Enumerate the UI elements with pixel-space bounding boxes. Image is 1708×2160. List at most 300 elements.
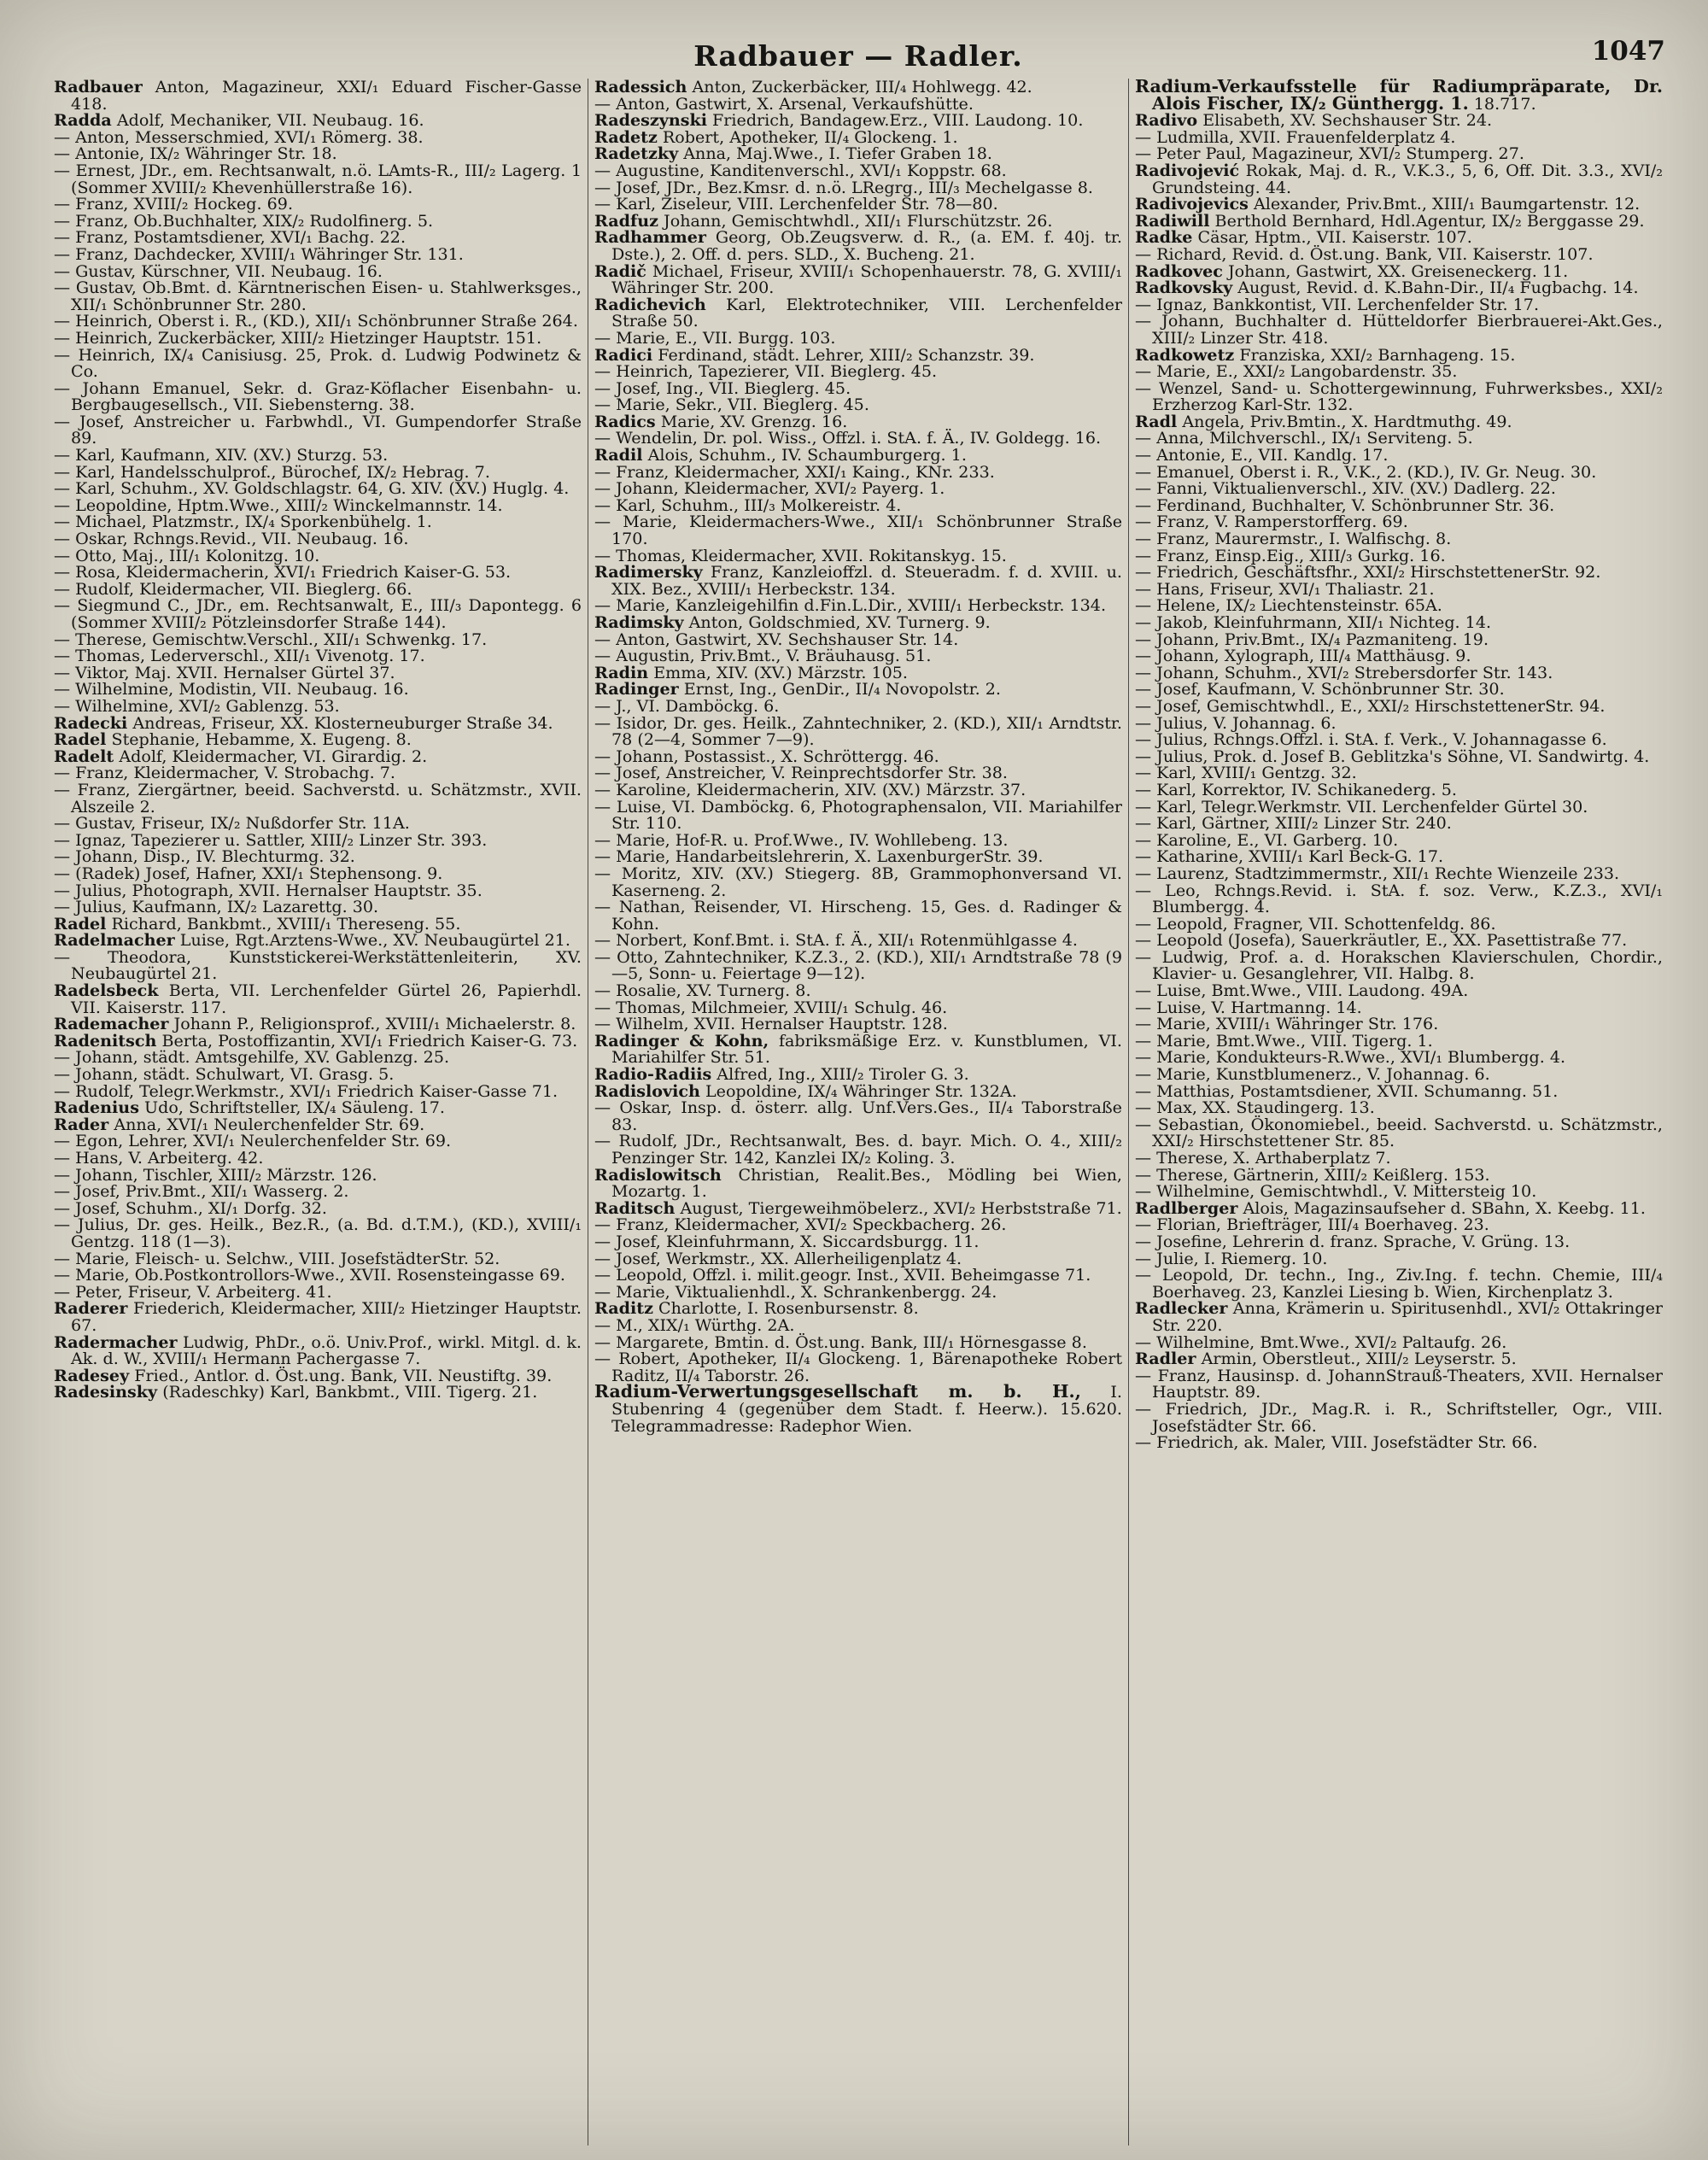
entry-details: — Josef, JDr., Bez.Kmsr. d. n.ö. LRegrg., III/₃ Mechelgasse 8. — [594, 177, 1093, 197]
entry-details: — Josef, Kleinfuhrmann, X. Siccardsburgg. 11. — [594, 1231, 980, 1251]
entry-surname: Radivo — [1135, 110, 1198, 131]
entry-details: — Marie, Sekr., VII. Bieglerg. 45. — [594, 395, 869, 415]
entry-surname: Radin — [594, 662, 649, 682]
entry-details: — Moritz, XIV. (XV.) Stiegerg. 8B, Grammophonversand VI. Kaserneng. 2. — [594, 863, 1122, 900]
entry-details: — Anton, Gastwirt, X. Arsenal, Verkaufshütte. — [594, 93, 974, 114]
directory-entry — [54, 413, 582, 447]
entry-surname: Radenitsch — [54, 1030, 157, 1051]
entry-details: — Josef, Gemischtwhdl., E., XXI/₂ HirschstettenerStr. 94. — [1135, 695, 1606, 716]
entry-details: — Marie, Handarbeitslehrerin, X. LaxenburgerStr. 39. — [594, 846, 1044, 867]
entry-details: — Franz, XVIII/₂ Hockeg. 69. — [54, 194, 294, 214]
directory-entry — [594, 796, 1122, 834]
entry-details: — Franz, Einsp.Eig., XIII/₃ Gurkg. 16. — [1135, 545, 1446, 565]
directory-entry — [1135, 946, 1663, 984]
directory-entry — [594, 1381, 1122, 1436]
entry-details: Ferdinand, städt. Lehrer, XIII/₂ Schanzstr. 39. — [652, 344, 1035, 365]
entry-details: — Viktor, Maj. XVII. Hernalser Gürtel 37. — [54, 662, 395, 682]
entry-details: — Friedrich, ak. Maler, VIII. Josefstädter Str. 66. — [1135, 1432, 1538, 1453]
entry-surname: Radel — [54, 913, 107, 934]
entry-surname: Radhammer — [594, 227, 706, 248]
entry-surname: Radium-Verkaufsstelle für Radiumpräparate, Dr. Alois Fischer, IX/₂ Günthergg. 1. — [1135, 79, 1663, 114]
entry-details: — Franz, Hausinsp. d. JohannStrauß-Theaters, XVII. Hernalser Hauptstr. 89. — [1135, 1365, 1663, 1402]
entry-details: — Antonie, IX/₂ Währinger Str. 18. — [54, 143, 337, 164]
entry-details: — Franz, V. Ramperstorfferg. 69. — [1135, 512, 1408, 532]
entry-details: fabriksmäßige Erz. v. Kunstblumen, VI. Mariahilfer Str. 51. — [611, 1030, 1122, 1068]
entry-details: — Karl, Kaufmann, XIV. (XV.) Sturzg. 53. — [54, 445, 389, 465]
directory-entry — [594, 513, 1122, 547]
entry-surname: Radermacher — [54, 1332, 178, 1352]
directory-entry — [1135, 1267, 1663, 1300]
entry-details: Angela, Priv.Bmtin., X. Hardtmuthg. 49. — [1177, 411, 1512, 431]
entry-details: — Johann, städt. Amtsgehilfe, XV. Gablenzg. 25. — [54, 1047, 450, 1068]
entry-details: — Franz, Postamtsdiener, XVI/₁ Bachg. 22. — [54, 227, 407, 248]
entry-details: Armin, Oberstleut., XIII/₂ Leyserstr. 5. — [1196, 1349, 1517, 1369]
directory-entry — [1135, 1367, 1663, 1401]
entry-details: — Heinrich, Oberst i. R., (KD.), XII/₁ Schönbrunner Straße 264. — [54, 311, 578, 331]
entry-surname: Radichevich — [594, 294, 706, 314]
entry-surname: Radivojević — [1135, 160, 1240, 180]
entry-details: Friederich, Kleidermacher, XIII/₂ Hietzinger Hauptstr. 67. — [71, 1298, 582, 1335]
entry-details: — Karl, Schuhm., III/₃ Molkereistr. 4. — [594, 495, 902, 515]
entry-surname: Radivojevics — [1135, 194, 1249, 214]
directory-entry — [594, 1164, 1122, 1202]
entry-details: Charlotte, I. Rosenbursenstr. 8. — [652, 1298, 919, 1319]
directory-entry — [54, 279, 582, 313]
entry-details: — Jakob, Kleinfuhrmann, XII/₁ Nichteg. 14. — [1135, 612, 1492, 632]
entry-details: — Thomas, Lederverschl., XII/₁ Vivenotg. 17. — [54, 646, 425, 666]
entry-details: — Karl, Schuhm., XV. Goldschlagstr. 64, G. XIV. (XV.) Huglg. 4. — [54, 478, 570, 499]
entry-surname: Radil — [594, 445, 643, 465]
entry-details: — Ludmilla, XVII. Frauenfelderplatz 4. — [1135, 126, 1456, 147]
entry-surname: Radici — [594, 344, 653, 365]
directory-entry — [1135, 79, 1663, 112]
entry-details: — Anton, Messerschmied, XVI/₁ Römerg. 38. — [54, 126, 424, 147]
entry-details: Adolf, Kleidermacher, VI. Girardig. 2. — [114, 746, 428, 766]
entry-details: — Augustine, Kanditenverschl., XVI/₁ Koppstr. 68. — [594, 160, 1007, 180]
entry-details: — Franz, Kleidermacher, XVI/₂ Speckbacherg. 26. — [594, 1215, 1007, 1235]
entry-details: — Leopold, Fragner, VII. Schottenfeldg. 86. — [1135, 913, 1496, 934]
entry-details: — Rudolf, JDr., Rechtsanwalt, Bes. d. bayr. Mich. O. 4., XIII/₂ Penzinger Str. 142, Kanzlei IX/₂ Koling. 3. — [594, 1131, 1122, 1168]
entry-details: — Franz, Dachdecker, XVIII/₁ Währinger Str. 131. — [54, 243, 464, 264]
entry-surname: Radessich — [594, 79, 687, 97]
entry-details: — Fanni, Viktualienverschl., XIV. (XV.) Dadlerg. 22. — [1135, 478, 1556, 499]
entry-details: Friedrich, Bandagew.Erz., VIII. Laudong. 10. — [706, 110, 1084, 131]
entry-details: Cäsar, Hptm., VII. Kaiserstr. 107. — [1192, 227, 1472, 248]
entry-details: — Michael, Platzmstr., IX/₄ Sporkenbühelg. 1. — [54, 512, 432, 532]
entry-details: — Karl, Telegr.Werkmstr. VII. Lerchenfelder Gürtel 30. — [1135, 796, 1588, 817]
directory-entry — [1135, 882, 1663, 916]
entry-details: Franziska, XXI/₂ Barnhageng. 15. — [1234, 344, 1516, 365]
entry-details: — Josef, Anstreicher u. Farbwhdl., VI. Gumpendorfer Straße 89. — [54, 411, 582, 448]
entry-details: — Wilhelmine, Modistin, VII. Neubaug. 16. — [54, 679, 409, 700]
entry-details: — Gustav, Ob.Bmt. d. Kärntnerischen Eisen- u. Stahlwerksges., XII/₁ Schönbrunner Str. 280. — [54, 278, 582, 314]
entry-surname: Radlberger — [1135, 1197, 1238, 1218]
directory-entry — [1135, 1434, 1663, 1451]
entry-details: — Rudolf, Telegr.Werkmstr., XVI/₁ Friedrich Kaiser-Gasse 71. — [54, 1080, 559, 1101]
directory-columns — [48, 79, 1669, 2145]
directory-entry — [54, 1384, 582, 1401]
entry-details: — Friedrich, Geschäftsfhr., XXI/₂ HirschstettenerStr. 92. — [1135, 562, 1601, 582]
entry-details: — Gustav, Friseur, IX/₂ Nußdorfer Str. 11A. — [54, 813, 410, 834]
directory-entry — [54, 1216, 582, 1250]
entry-surname: Radenius — [54, 1098, 139, 1118]
entry-details: — Gustav, Kürschner, VII. Neubaug. 16. — [54, 260, 383, 281]
entry-details: — Wenzel, Sand- u. Schottergewinnung, Fuhrwerksbes., XXI/₂ Erzherzog Karl-Str. 132. — [1135, 378, 1663, 415]
entry-details: — Franz, Kleidermacher, XXI/₁ Kaing., KNr. 233. — [594, 461, 995, 482]
entry-surname: Radbauer — [54, 79, 143, 97]
entry-surname: Radislovich — [594, 1080, 700, 1101]
entry-details: — Rosa, Kleidermacherin, XVI/₁ Friedrich Kaiser-G. 53. — [54, 562, 512, 582]
entry-surname: Radkovec — [1135, 260, 1223, 281]
entry-details: — Karl, Korrektor, IV. Schikanederg. 5. — [1135, 779, 1457, 799]
entry-details: Alexander, Priv.Bmt., XIII/₁ Baumgartenstr. 12. — [1248, 194, 1641, 214]
entry-surname: Radium-Verwertungsgesellschaft m. b. H., — [594, 1381, 1081, 1402]
entry-surname: Radfuz — [594, 210, 658, 231]
entry-details: 18.717. — [1468, 93, 1536, 114]
entry-details: — Franz, Ziergärtner, beeid. Sachverstd. u. Schätzmstr., XVII. Alszeile 2. — [54, 779, 582, 817]
entry-surname: Radetzky — [594, 143, 679, 164]
directory-entry — [594, 712, 1122, 750]
entry-details: — Rosalie, XV. Turnerg. 8. — [594, 980, 811, 1001]
directory-entry — [594, 229, 1122, 262]
entry-surname: Radiwill — [1135, 210, 1210, 231]
entry-details: — M., XIX/₁ Würthg. 2A. — [594, 1314, 795, 1335]
entry-details: Anton, Magazineur, XXI/₁ Eduard Fischer-Gasse 418. — [71, 79, 582, 114]
entry-details: — Robert, Apotheker, II/₄ Glockeng. 1, Bärenapotheke Robert Raditz, II/₄ Taborstr. 26. — [594, 1349, 1122, 1385]
entry-details: — Leopoldine, Hptm.Wwe., XIII/₂ Winckelmannstr. 14. — [54, 495, 503, 515]
entry-details: Anton, Zuckerbäcker, III/₄ Hohlwegg. 42. — [687, 79, 1032, 97]
running-head: Radbauer — Radler. — [693, 39, 1023, 73]
entry-details: — Luise, VI. Damböckg. 6, Photographensalon, VII. Mariahilfer Str. 110. — [594, 796, 1122, 834]
entry-details: — Johann, Schuhm., XVI/₂ Strebersdorfer Str. 143. — [1135, 662, 1553, 682]
directory-entry — [54, 380, 582, 413]
entry-details: — Wilhelm, XVII. Hernalser Hauptstr. 128. — [594, 1014, 948, 1034]
entry-details: — Johann, Tischler, XIII/₂ Märzstr. 126. — [54, 1164, 377, 1185]
entry-details: — Luise, V. Hartmanng. 14. — [1135, 997, 1362, 1017]
entry-details: — Peter Paul, Magazineur, XVI/₂ Stumperg. 27. — [1135, 143, 1524, 164]
entry-surname: Radinger & Kohn, — [594, 1030, 769, 1051]
entry-details: Andreas, Friseur, XX. Klosterneuburger Straße 34. — [127, 712, 553, 733]
directory-entry — [1135, 380, 1663, 413]
directory-entry — [594, 1099, 1122, 1133]
entry-details: Anna, Krämerin u. Spiritusenhdl., XVI/₂ Ottakringer Str. 220. — [1152, 1298, 1663, 1335]
entry-details: August, Tiergeweihmöbelerz., XVI/₂ Herbststraße 71. — [675, 1197, 1122, 1218]
entry-details: — Karl, Handelsschulprof., Bürochef, IX/₂ Hebrag. 7. — [54, 461, 490, 482]
entry-details: — Sebastian, Ökonomiebel., beeid. Sachverstd. u. Schätzmstr., XXI/₂ Hirschstettener Str. 85. — [1135, 1114, 1663, 1151]
entry-details: — Marie, Kondukteurs-R.Wwe., XVI/₁ Blumbergg. 4. — [1135, 1047, 1566, 1068]
directory-entry — [54, 344, 582, 382]
entry-details: Johann P., Religionsprof., XVIII/₁ Michaelerstr. 8. — [168, 1014, 576, 1034]
entry-details: — Johann, Buchhalter d. Hütteldorfer Bierbrauerei-Akt.Ges., XIII/₂ Linzer Str. 418. — [1135, 311, 1663, 348]
entry-details: — Karl, Gärtner, XIII/₂ Linzer Str. 240. — [1135, 813, 1452, 834]
entry-details: Luise, Rgt.Arztens-Wwe., XV. Neubaugürtel 21. — [174, 930, 570, 951]
entry-details: — Josef, Kaufmann, V. Schönbrunner Str. 30. — [1135, 679, 1505, 700]
entry-surname: Raditz — [594, 1298, 653, 1319]
entry-details: — Heinrich, Zuckerbäcker, XIII/₂ Hietzinger Hauptstr. 151. — [54, 327, 542, 348]
entry-details: — Otto, Zahntechniker, K.Z.3., 2. (KD.), XII/₁ Arndtstraße 78 (9—5, Sonn- u. Feiertage 9—12). — [594, 946, 1122, 984]
entry-details: — Julius, Dr. ges. Heilk., Bez.R., (a. Bd. d.T.M.), (KD.), XVIII/₁ Gentzg. 118 (1—3). — [54, 1215, 582, 1251]
entry-surname: Radesinsky — [54, 1382, 158, 1402]
entry-details: — Hans, V. Arbeiterg. 42. — [54, 1148, 264, 1168]
page-number: 1047 — [1591, 36, 1665, 67]
entry-details: — Theodora, Kunststickerei-Werkstättenleiterin, XV. Neubaugürtel 21. — [54, 946, 582, 984]
entry-details: Ludwig, PhDr., o.ö. Univ.Prof., wirkl. Mitgl. d. k. Ak. d. W., XVIII/₁ Hermann Pachergasse 7. — [71, 1332, 582, 1369]
entry-surname: Rader — [54, 1114, 109, 1134]
entry-details: Stephanie, Hebamme, X. Eugeng. 8. — [106, 729, 412, 750]
entry-details: — Josef, Anstreicher, V. Reinprechtsdorfer Str. 38. — [594, 763, 1008, 783]
entry-details: — Franz, Maurermstr., I. Walfischg. 8. — [1135, 529, 1452, 549]
entry-details: — Augustin, Priv.Bmt., V. Bräuhausg. 51. — [594, 646, 932, 666]
entry-details: — Karoline, Kleidermacherin, XIV. (XV.) Märzstr. 37. — [594, 779, 1027, 799]
entry-details: Emma, XIV. (XV.) Märzstr. 105. — [648, 662, 908, 682]
entry-surname: Radler — [1135, 1349, 1196, 1369]
entry-surname: Radel — [54, 729, 107, 750]
entry-surname: Radič — [594, 260, 646, 281]
entry-details: Marie, XV. Grenzg. 16. — [655, 411, 848, 431]
entry-details: — Anna, Milchverschl., IX/₁ Serviteng. 5. — [1135, 428, 1473, 448]
entry-details: — Leopold (Josefa), Sauerkräutler, E., XX. Pasettistraße 77. — [1135, 930, 1628, 951]
entry-details: — Max, XX. Staudingerg. 13. — [1135, 1098, 1375, 1118]
entry-surname: Radics — [594, 411, 656, 431]
entry-details: — Johann, Kleidermacher, XVI/₂ Payerg. 1. — [594, 478, 945, 499]
entry-details: — Florian, Briefträger, III/₄ Boerhaveg. 23. — [1135, 1215, 1489, 1235]
entry-details: — Antonie, E., VII. Kandlg. 17. — [1135, 445, 1389, 465]
entry-details: — Therese, Gemischtw.Verschl., XII/₁ Schwenkg. 17. — [54, 629, 488, 649]
entry-details: — Isidor, Dr. ges. Heilk., Zahntechniker, 2. (KD.), XII/₁ Arndtstr. 78 (2—4, Sommer 7—9). — [594, 712, 1122, 750]
entry-details: — Johann, Postassist., X. Schröttergg. 46. — [594, 746, 939, 766]
entry-details: Ernst, Ing., GenDir., II/₄ Novopolstr. 2. — [678, 679, 1001, 700]
entry-details: Michael, Friseur, XVIII/₁ Schopenhauerstr. 78, G. XVIII/₁ Währinger Str. 200. — [611, 260, 1122, 298]
entry-details: (Radeschky) Karl, Bankbmt., VIII. Tigerg. 21. — [157, 1382, 538, 1402]
entry-details: — Josefine, Lehrerin d. franz. Sprache, V. Grüng. 13. — [1135, 1231, 1571, 1251]
entry-details: — Nathan, Reisender, VI. Hirscheng. 15, Ges. d. Radinger & Kohn. — [594, 897, 1122, 934]
entry-details: — (Radek) Josef, Hafner, XXI/₁ Stephensong. 9. — [54, 863, 443, 883]
entry-surname: Raditsch — [594, 1197, 676, 1218]
entry-surname: Radkowetz — [1135, 344, 1235, 365]
directory-entry — [54, 946, 582, 984]
entry-surname: Radda — [54, 110, 112, 131]
entry-details: — Marie, Kunstblumenerz., V. Johannag. 6. — [1135, 1064, 1490, 1085]
entry-details: — Wilhelmine, Bmt.Wwe., XVI/₂ Paltaufg. 26. — [1135, 1332, 1507, 1352]
entry-details: — Julie, I. Riemerg. 10. — [1135, 1248, 1328, 1268]
entry-details: — Franz, Kleidermacher, V. Strobachg. 7. — [54, 763, 395, 783]
entry-details: — Therese, X. Arthaberplatz 7. — [1135, 1148, 1391, 1168]
entry-details: Anton, Goldschmied, XV. Turnerg. 9. — [683, 612, 991, 632]
entry-details: — Norbert, Konf.Bmt. i. StA. f. Ä., XII/₁ Rotenmühlgasse 4. — [594, 930, 1078, 951]
entry-surname: Radimersky — [594, 562, 703, 582]
entry-details: Alois, Magazinsaufseher d. SBahn, X. Keebg. 11. — [1237, 1197, 1646, 1218]
entry-details: Adolf, Mechaniker, VII. Neubaug. 16. — [111, 110, 424, 131]
entry-details: — Josef, Schuhm., XI/₁ Dorfg. 32. — [54, 1197, 327, 1218]
directory-entry — [54, 781, 582, 815]
entry-details: — Ignaz, Bankkontist, VII. Lerchenfelder Str. 17. — [1135, 294, 1540, 314]
entry-details: — Leopold, Offzl. i. milit.geogr. Inst., XVII. Beheimgasse 71. — [594, 1265, 1091, 1285]
entry-details: — Peter, Friseur, V. Arbeiterg. 41. — [54, 1281, 332, 1302]
entry-details: Anna, Maj.Wwe., I. Tiefer Graben 18. — [678, 143, 992, 164]
entry-surname: Radelmacher — [54, 930, 175, 951]
entry-details: — Thomas, Milchmeier, XVIII/₁ Schulg. 46. — [594, 997, 948, 1017]
entry-details: — Marie, E., XXI/₂ Langobardenstr. 35. — [1135, 361, 1458, 382]
entry-details: — Richard, Revid. d. Öst.ung. Bank, VII. Kaiserstr. 107. — [1135, 243, 1594, 264]
entry-details: — Marie, Fleisch- u. Selchw., VIII. JosefstädterStr. 52. — [54, 1248, 500, 1268]
entry-details: Elisabeth, XV. Sechshauser Str. 24. — [1197, 110, 1493, 131]
directory-entry — [54, 1300, 582, 1333]
column-right — [1129, 79, 1669, 2145]
directory-entry — [594, 564, 1122, 597]
entry-details: — Friedrich, JDr., Mag.R. i. R., Schriftsteller, Ogr., VIII. Josefstädter Str. 66. — [1135, 1398, 1663, 1436]
directory-entry — [1135, 162, 1663, 196]
entry-details: — Heinrich, Tapezierer, VII. Bieglerg. 45. — [594, 361, 938, 382]
directory-entry — [594, 899, 1122, 932]
entry-surname: Radislowitsch — [594, 1164, 722, 1185]
entry-details: Robert, Apotheker, II/₄ Glockeng. 1. — [657, 126, 958, 147]
entry-details: — Julius, Prok. d. Josef B. Geblitzka's Söhne, VI. Sandwirtg. 4. — [1135, 746, 1650, 766]
directory-entry — [594, 260, 1122, 298]
entry-details: — Ferdinand, Buchhalter, V. Schönbrunner Str. 36. — [1135, 495, 1555, 515]
entry-surname: Rademacher — [54, 1014, 169, 1034]
entry-surname: Radecki — [54, 712, 128, 733]
entry-details: — Margarete, Bmtin. d. Öst.ung. Bank, III/₁ Hörnesgasse 8. — [594, 1332, 1087, 1352]
entry-surname: Radelsbeck — [54, 980, 159, 1001]
entry-details: — Wilhelmine, XVI/₂ Gablenzg. 53. — [54, 695, 340, 716]
entry-details: — Johann Emanuel, Sekr. d. Graz-Köflacher Eisenbahn- u. Bergbaugesellsch., VII. Siebensterng. 38. — [54, 378, 582, 415]
entry-surname: Radl — [1135, 411, 1178, 431]
entry-surname: Radkovsky — [1135, 278, 1233, 298]
entry-details: — Johann, städt. Schulwart, VI. Grasg. 5. — [54, 1064, 395, 1085]
entry-details: Alois, Schuhm., IV. Schaumburgerg. 1. — [642, 445, 967, 465]
entry-details: — Julius, Rchngs.Offzl. i. StA. f. Verk., V. Johannagasse 6. — [1135, 729, 1607, 750]
directory-entry — [594, 1350, 1122, 1384]
entry-details: — Laurenz, Stadtzimmermstr., XII/₁ Rechte Wienzeile 233. — [1135, 863, 1620, 883]
entry-details: — Leopold, Dr. techn., Ing., Ziv.Ing. f. techn. Chemie, III/₄ Boerhaveg. 23, Kanzlei Liesing b. Wien, Kirchenplatz 3. — [1135, 1265, 1663, 1302]
entry-surname: Radelt — [54, 746, 114, 766]
entry-details: — Karl, XVIII/₁ Gentzg. 32. — [1135, 763, 1357, 783]
entry-details: — Ludwig, Prof. a. d. Horakschen Klavierschulen, Chordir., Klavier- u. Gesanglehrer, VII. Halbg. 8. — [1135, 946, 1663, 984]
entry-surname: Radlecker — [1135, 1298, 1228, 1319]
entry-details: — Emanuel, Oberst i. R., V.K., 2. (KD.), IV. Gr. Neug. 30. — [1135, 461, 1597, 482]
directory-entry — [594, 296, 1122, 330]
entry-details: — Franz, Ob.Buchhalter, XIX/₂ Rudolfinerg. 5. — [54, 210, 434, 231]
directory-entry — [1135, 1300, 1663, 1333]
entry-details: — Egon, Lehrer, XVI/₁ Neulerchenfelder Str. 69. — [54, 1131, 452, 1151]
entry-details: Leopoldine, IX/₄ Währinger Str. 132A. — [699, 1080, 1017, 1101]
entry-details: — Marie, Hof-R. u. Prof.Wwe., IV. Wohllebeng. 13. — [594, 829, 1009, 850]
entry-details: — Karoline, E., VI. Garberg. 10. — [1135, 829, 1399, 850]
entry-details: — Matthias, Postamtsdiener, XVII. Schumanng. 51. — [1135, 1080, 1559, 1101]
directory-entry — [54, 982, 582, 1016]
directory-entry — [54, 597, 582, 630]
column-middle — [588, 79, 1129, 2145]
directory-entry — [54, 1334, 582, 1367]
entry-details: — Josef, Ing., VII. Bieglerg. 45. — [594, 378, 851, 398]
entry-details: Georg, Ob.Zeugsverw. d. R., (a. EM. f. 40j. tr. Dste.), 2. Off. d. pers. SLD., X. Bucheng. 21. — [611, 227, 1122, 264]
entry-details: — Marie, Ob.Postkontrollors-Wwe., XVII. Rosensteingasse 69. — [54, 1265, 565, 1285]
entry-surname: Radio-Radiis — [594, 1064, 712, 1085]
entry-surname: Radesey — [54, 1365, 130, 1385]
entry-details: Berta, Postoffizantin, XVI/₁ Friedrich Kaiser-G. 73. — [156, 1030, 578, 1051]
entry-details: — Marie, Kanzleigehilfin d.Fin.L.Dir., XVIII/₁ Herbeckstr. 134. — [594, 595, 1107, 616]
entry-details: — Ignaz, Tapezierer u. Sattler, XIII/₂ Linzer Str. 393. — [54, 829, 488, 850]
entry-details: — Thomas, Kleidermacher, XVII. Rokitanskyg. 15. — [594, 545, 1007, 565]
entry-details: Richard, Bankbmt., XVIII/₁ Thereseng. 55. — [106, 913, 461, 934]
entry-details: Johann, Gastwirt, XX. Greiseneckerg. 11. — [1222, 260, 1569, 281]
entry-surname: Radinger — [594, 679, 679, 700]
entry-details: — Johann, Xylograph, III/₄ Matthäusg. 9. — [1135, 646, 1471, 666]
entry-details: Rokak, Maj. d. R., V.K.3., 5, 6, Off. Dit. 3.3., XVI/₂ Grundsteing. 44. — [1152, 160, 1663, 197]
directory-entry — [54, 79, 582, 112]
entry-details: — Wendelin, Dr. pol. Wiss., Offzl. i. StA. f. Ä., IV. Goldegg. 16. — [594, 428, 1102, 448]
entry-details: Johann, Gemischtwhdl., XII/₁ Flurschützstr. 26. — [658, 210, 1053, 231]
entry-surname: Radke — [1135, 227, 1193, 248]
entry-details: — Wilhelmine, Gemischtwhdl., V. Mittersteig 10. — [1135, 1181, 1537, 1202]
directory-entry — [1135, 1116, 1663, 1150]
entry-details: — Marie, Bmt.Wwe., VIII. Tigerg. 1. — [1135, 1030, 1433, 1051]
directory-entry — [594, 1030, 1122, 1068]
entry-details: — J., VI. Damböckg. 6. — [594, 695, 780, 716]
entry-details: August, Revid. d. K.Bahn-Dir., II/₄ Fugbachg. 14. — [1232, 278, 1639, 298]
entry-details: — Katharine, XVIII/₁ Karl Beck-G. 17. — [1135, 846, 1444, 867]
page-header — [48, 36, 1669, 73]
entry-details: — Johann, Priv.Bmt., IX/₄ Pazmaniteng. 19. — [1135, 629, 1489, 649]
entry-surname: Radeszynski — [594, 110, 707, 131]
entry-details: — Marie, Kleidermachers-Wwe., XII/₁ Schönbrunner Straße 170. — [594, 512, 1122, 549]
entry-details: — Julius, Photograph, XVII. Hernalser Hauptstr. 35. — [54, 880, 483, 900]
directory-entry — [1135, 313, 1663, 346]
entry-details: Karl, Elektrotechniker, VIII. Lerchenfelder Straße 50. — [611, 294, 1122, 331]
entry-details: — Therese, Gärtnerin, XIII/₂ Keißlerg. 153. — [1135, 1164, 1490, 1185]
directory-entry — [594, 865, 1122, 899]
entry-details: — Josef, Werkmstr., XX. Allerheiligenplatz 4. — [594, 1248, 962, 1268]
entry-details: Anna, XVI/₁ Neulerchenfelder Str. 69. — [108, 1114, 425, 1134]
entry-details: — Anton, Gastwirt, XV. Sechshauser Str. 14. — [594, 629, 959, 649]
entry-details: — Oskar, Rchngs.Revid., VII. Neubaug. 16. — [54, 529, 409, 549]
entry-details: — Johann, Disp., IV. Blechturmg. 32. — [54, 846, 355, 867]
entry-details: Christian, Realit.Bes., Mödling bei Wien, Mozartg. 1. — [611, 1164, 1122, 1202]
entry-details: Alfred, Ing., XIII/₂ Tiroler G. 3. — [711, 1064, 969, 1085]
entry-details: I. Stubenring 4 (gegenüber dem Stadt. f. Heerw.). 15.620. Telegrammadresse: Radephor Wien. — [611, 1382, 1122, 1436]
entry-surname: Raderer — [54, 1298, 128, 1319]
entry-details: — Rudolf, Kleidermacher, VII. Bieglerg. 66. — [54, 578, 412, 599]
entry-details: — Marie, Viktualienhdl., X. Schrankenbergg. 24. — [594, 1281, 997, 1302]
entry-details: — Julius, V. Johannag. 6. — [1135, 712, 1337, 733]
entry-details: Berta, VII. Lerchenfelder Gürtel 26, Papierhdl. VII. Kaiserstr. 117. — [71, 980, 582, 1017]
directory-entry — [594, 1133, 1122, 1166]
entry-details: — Ernest, JDr., em. Rechtsanwalt, n.ö. LAmts-R., III/₂ Lagerg. 1 (Sommer XVIII/₂ Khevenhüllerstraße 16). — [54, 160, 582, 197]
entry-surname: Radetz — [594, 126, 658, 147]
entry-details: — Marie, E., VII. Burgg. 103. — [594, 327, 836, 348]
entry-details: — Oskar, Insp. d. österr. allg. Unf.Vers.Ges., II/₄ Taborstraße 83. — [594, 1098, 1122, 1134]
entry-details: Udo, Schriftsteller, IX/₄ Säuleng. 17. — [138, 1098, 445, 1118]
entry-details: — Hans, Friseur, XVI/₁ Thaliastr. 21. — [1135, 578, 1435, 599]
entry-details: — Luise, Bmt.Wwe., VIII. Laudong. 49A. — [1135, 980, 1469, 1001]
entry-details: Fried., Antlor. d. Öst.ung. Bank, VII. Neustiftg. 39. — [129, 1365, 553, 1385]
entry-details: Franz, Kanzleioffzl. d. Steueradm. f. d. XVIII. u. XIX. Bez., XVIII/₁ Herbeckstr. 134. — [611, 562, 1122, 599]
directory-entry — [594, 946, 1122, 984]
entry-surname: Radimsky — [594, 612, 684, 632]
entry-details: — Siegmund C., JDr., em. Rechtsanwalt, E., III/₃ Dapontegg. 6 (Sommer XVIII/₂ Pötzleinsdorfer Straße 144). — [54, 595, 582, 632]
entry-details: — Josef, Priv.Bmt., XII/₁ Wasserg. 2. — [54, 1181, 349, 1202]
entry-details: — Otto, Maj., III/₁ Kolonitzg. 10. — [54, 545, 320, 565]
entry-details: — Marie, XVIII/₁ Währinger Str. 176. — [1135, 1014, 1439, 1034]
directory-entry — [1135, 1398, 1663, 1436]
entry-details: — Heinrich, IX/₄ Canisiusg. 25, Prok. d. Ludwig Podwinetz & Co. — [54, 344, 582, 382]
entry-details: Berthold Bernhard, Hdl.Agentur, IX/₂ Berggasse 29. — [1209, 210, 1645, 231]
entry-details: — Leo, Rchngs.Revid. i. StA. f. soz. Verw., K.Z.3., XVI/₁ Blumbergg. 4. — [1135, 880, 1663, 917]
entry-details: — Helene, IX/₂ Liechtensteinstr. 65A. — [1135, 595, 1442, 616]
directory-entry — [54, 162, 582, 196]
column-left — [48, 79, 588, 2145]
entry-details: — Julius, Kaufmann, IX/₂ Lazarettg. 30. — [54, 897, 379, 917]
